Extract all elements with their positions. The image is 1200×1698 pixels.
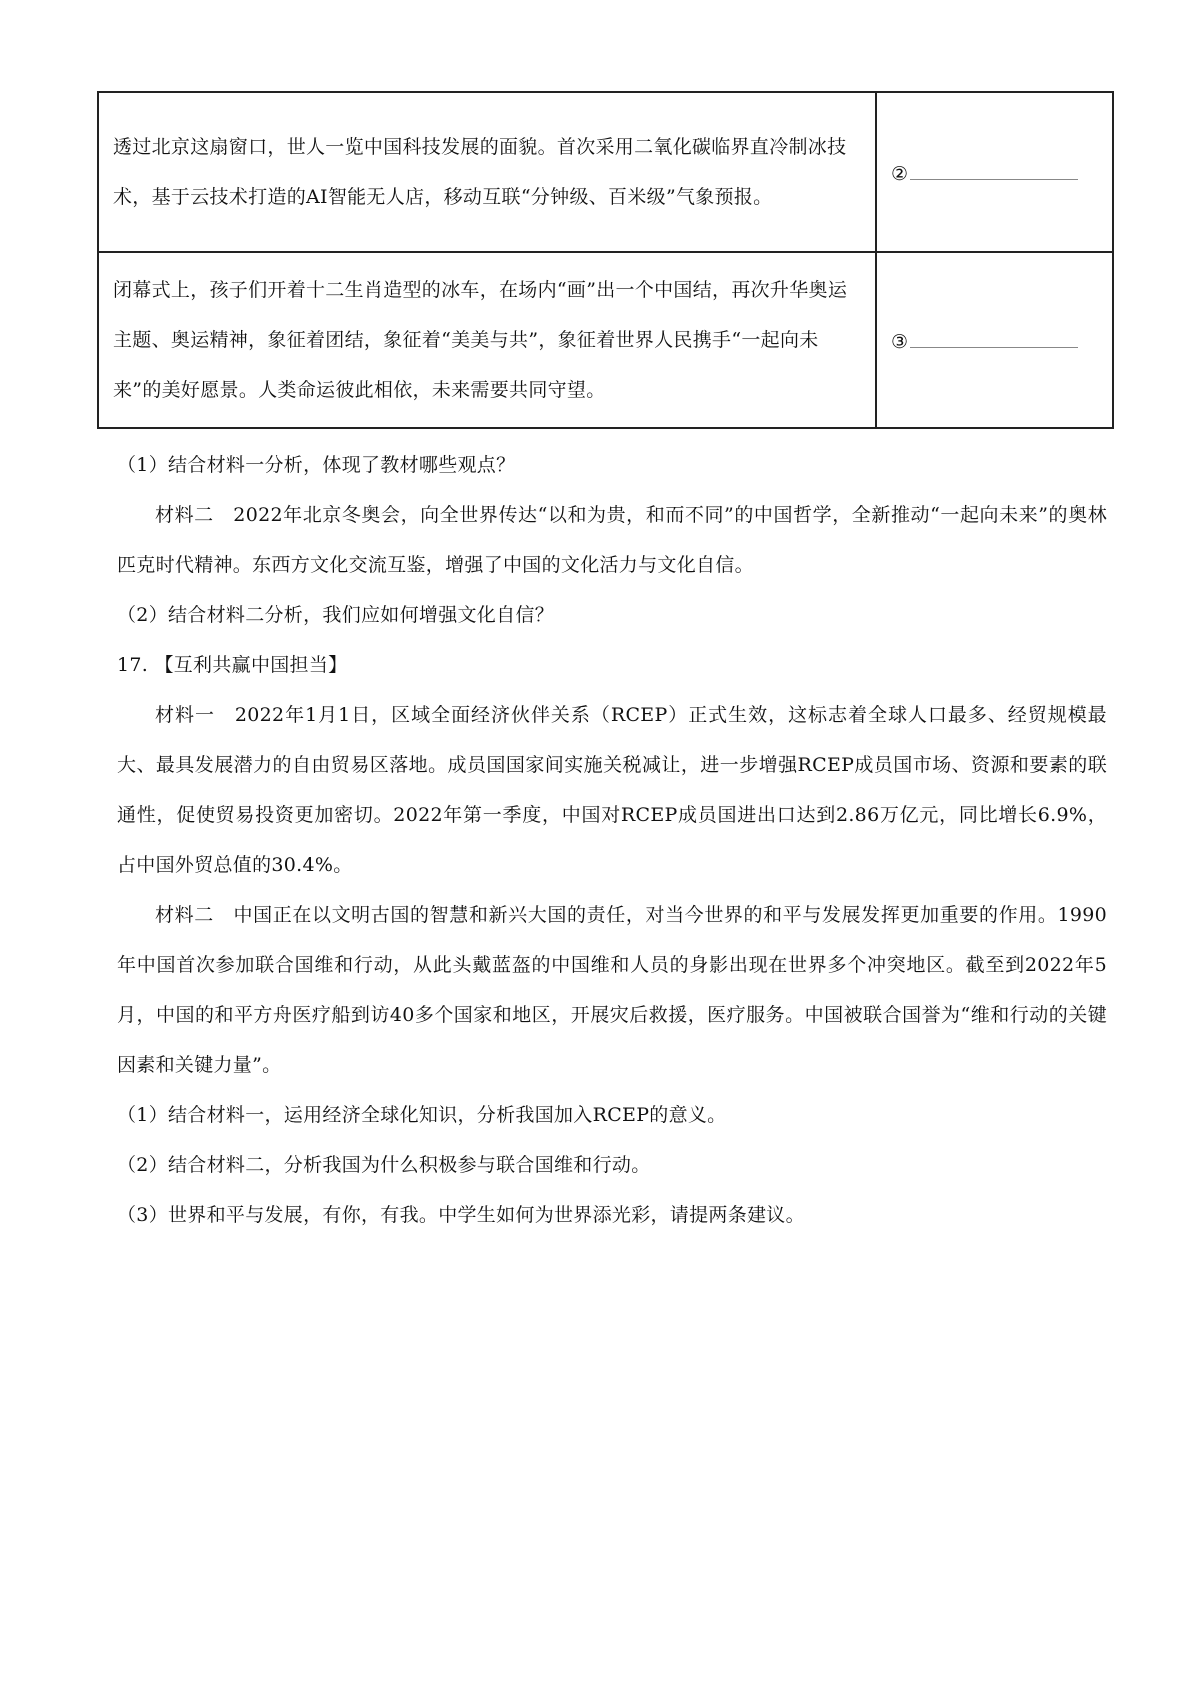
answer-cell	[876, 92, 1113, 252]
materials-table	[97, 91, 1114, 429]
answer-marker: ②	[891, 163, 909, 185]
answer-blank[interactable]	[910, 159, 1078, 180]
question-content	[117, 440, 1107, 1240]
answer-marker: ③	[891, 331, 909, 353]
material-cell	[98, 252, 876, 428]
answer-slot[interactable]	[877, 327, 1112, 353]
q17-sub-question-1: （1）结合材料一，运用经济全球化知识，分析我国加入RCEP的意义。	[117, 1104, 727, 1126]
q16-material-2: 材料二 2022年北京冬奥会，向全世界传达“以和为贵，和而不同”的中国哲学，全新推动“一起向未来”的奥林匹克时代精神。东西方文化交流互鉴，增强了中国的文化活力与文化自信。	[117, 504, 1107, 576]
material-text: 透过北京这扇窗口，世人一览中国科技发展的面貌。首次采用二氧化碳临界直冷制冰技术，基于云技术打造的AI智能无人店，移动互联“分钟级、百米级”气象预报。	[113, 136, 847, 208]
q17-material-1: 材料一 2022年1月1日，区域全面经济伙伴关系（RCEP）正式生效，这标志着全球人口最多、经贸规模最大、最具发展潜力的自由贸易区落地。成员国国家间实施关税减让，进一步增强RCEP成员国市场、资源和要素的联通性，促使贸易投资更加密切。2022年第一季度，中国对RCEP成员国进出口达到2.86万亿元，同比增长6.9%，占中国外贸总值的30.4%。	[117, 704, 1107, 876]
q17-sub-question-2: （2）结合材料二，分析我国为什么积极参与联合国维和行动。	[117, 1154, 651, 1176]
material-text: 闭幕式上，孩子们开着十二生肖造型的冰车，在场内“画”出一个中国结，再次升华奥运主题、奥运精神，象征着团结，象征着“美美与共”，象征着世界人民携手“一起向未来”的美好愿景。人类命运彼此相依，未来需要共同守望。	[113, 279, 848, 401]
table-row	[98, 252, 1113, 428]
material-cell	[98, 92, 876, 252]
answer-cell	[876, 252, 1113, 428]
q17-heading: 17. 【互利共赢中国担当】	[117, 654, 348, 676]
q17-material-2: 材料二 中国正在以文明古国的智慧和新兴大国的责任，对当今世界的和平与发展发挥更加重要的作用。1990年中国首次参加联合国维和行动，从此头戴蓝盔的中国维和人员的身影出现在世界多个冲突地区。截至到2022年5月，中国的和平方舟医疗船到访40多个国家和地区，开展灾后救援，医疗服务。中国被联合国誉为“维和行动的关键因素和关键力量”。	[117, 904, 1107, 1076]
q16-sub-question-1: （1）结合材料一分析，体现了教材哪些观点？	[117, 454, 516, 476]
q17-sub-question-3: （3）世界和平与发展，有你，有我。中学生如何为世界添光彩，请提两条建议。	[117, 1204, 805, 1226]
table-row	[98, 92, 1113, 252]
answer-blank[interactable]	[910, 327, 1078, 348]
q16-sub-question-2: （2）结合材料二分析，我们应如何增强文化自信？	[117, 604, 554, 626]
answer-slot[interactable]	[877, 159, 1112, 185]
